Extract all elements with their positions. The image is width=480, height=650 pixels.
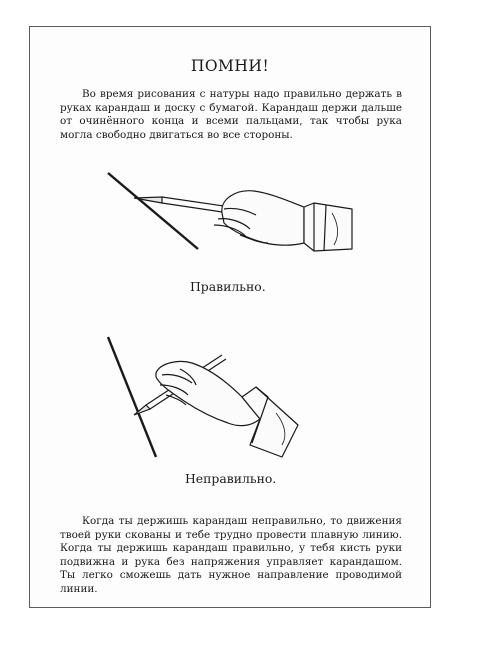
drawn-line — [108, 173, 198, 249]
hand-correct — [214, 191, 352, 251]
incorrect-grip-illustration — [100, 327, 330, 467]
conclusion-paragraph: Когда ты держишь карандаш неправильно, то движения твоей руки скованы и тебе трудно провести плавную линию. Когда ты держишь карандаш правильно, у тебя кисть руки подвижна и рука без напряжения управляет карандашом. Ты легко сможешь дать нужное направление проводимой линии. — [60, 515, 402, 595]
incorrect-caption: Неправильно. — [185, 471, 277, 486]
book-page — [29, 26, 431, 608]
correct-caption: Правильно. — [190, 279, 266, 294]
hand-incorrect — [156, 361, 298, 457]
drawn-line — [108, 337, 156, 457]
page-title: ПОМНИ! — [190, 57, 270, 75]
correct-grip-illustration — [100, 163, 360, 263]
intro-paragraph: Во время рисования с натуры надо правильно держать в руках карандаш и доску с бумагой. Карандаш держи дальше от очинённого конца и всеми пальцами, так чтобы рука могла свободно двигаться во все стороны. — [60, 88, 402, 141]
